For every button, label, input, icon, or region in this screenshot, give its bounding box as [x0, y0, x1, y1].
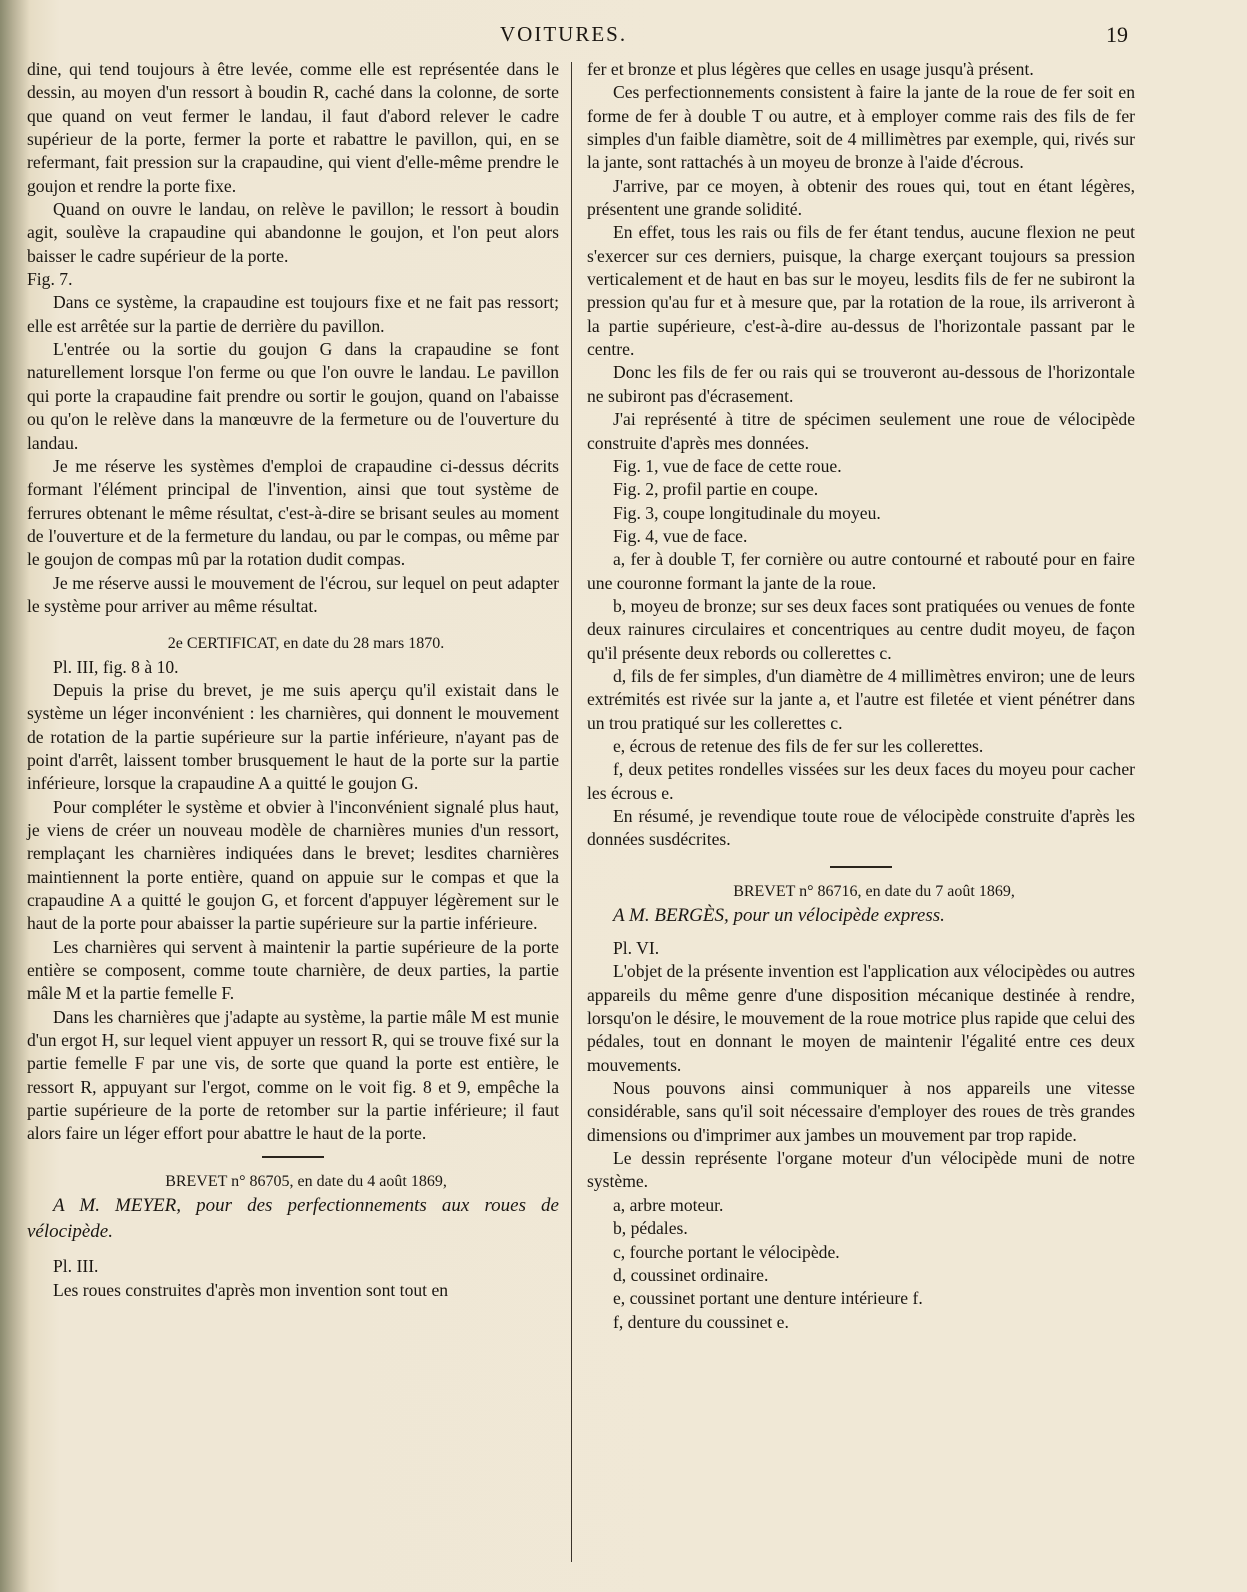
page-header [0, 20, 1247, 54]
figure-caption: Fig. 2, profil partie en coupe. [613, 479, 819, 500]
legend-item: c, fourche portant le vélocipède. [613, 1241, 840, 1262]
part-description: d, fils de fer simples, d'un diamètre de 4 millimètres environ; une de leurs extrémités est rivée sur la jante a, et l'autre est filetée et vient pénétrer dans un trou pratiqué sur les collerettes c. [587, 665, 1135, 733]
brevet-heading: BREVET n° 86705, en date du 4 août 1869, [165, 1172, 447, 1190]
brevet-heading: BREVET n° 86716, en date du 7 août 1869, [733, 882, 1015, 900]
figure-ref: Fig. 7. [27, 269, 73, 290]
paragraph: Nous pouvons ainsi communiquer à nos appareils une vitesse considérable, sans qu'il soit nécessaire d'employer des roues de très grandes dimensions ou d'imprimer aux jambes un mouvement par trop rapide. [587, 1078, 1135, 1145]
paragraph: Les roues construites d'après mon invention sont tout en [53, 1279, 449, 1300]
paragraph: Quand on ouvre le landau, on relève le pavillon; le ressort à boudin agit, soulève la crapaudine qui abandonne le goujon, et l'on peut alors baisser le cadre supérieur de la porte. [27, 199, 559, 266]
paragraph: En résumé, je revendique toute roue de vélocipède construite d'après les données susdécrites. [587, 806, 1135, 850]
column-divider [571, 62, 572, 1562]
plate-reference: Pl. III. [53, 1256, 99, 1277]
brevet-title: A M. BERGÈS, pour un vélocipède express. [613, 905, 945, 927]
paragraph: L'objet de la présente invention est l'application aux vélocipèdes ou autres appareils du même genre d'une disposition mécanique destinée à rendre, lorsqu'on le désire, le mouvement de la roue motrice plus rapide que celui des pédales, tout en donnant le moyen de maintenir l'égalité entre ces deux mouvements. [587, 961, 1135, 1075]
paragraph: Dans ce système, la crapaudine est toujours fixe et ne fait pas ressort; elle est arrêtée sur la partie de derrière du pavillon. [27, 292, 559, 336]
legend-item: b, pédales. [613, 1218, 688, 1239]
paragraph: Depuis la prise du brevet, je me suis aperçu qu'il existait dans le système un léger inconvénient : les charnières, qui donnent le mouvement de rotation de la partie supérieure sur la partie inférieure, n'ayant pas de point d'arrêt, laissent tomber brusquement le haut de la porte sur la partie inférieure, lorsque la crapaudine A a quitté le goujon G. [27, 679, 559, 794]
section-separator [262, 1156, 324, 1158]
paragraph: L'entrée ou la sortie du goujon G dans la crapaudine se font naturellement lorsque l'on ferme ou que l'on ouvre le landau. Le pavillon qui porte la crapaudine fait prendre ou sortir le goujon, quand on l'abaisse ou qu'on le relève dans la manœuvre de la fermeture ou de l'ouverture du landau. [27, 339, 559, 453]
legend-item: e, coussinet portant une denture intérieure f. [613, 1288, 923, 1309]
figure-caption: Fig. 1, vue de face de cette roue. [613, 455, 842, 476]
paragraph: Ces perfectionnements consistent à faire la jante de la roue de fer soit en forme de fer à double T ou autre, et à employer comme rais des fils de fer simples d'un faible diamètre, soit de 4 millimètres par exemple, qui, rivés sur la jante, sont rattachés à un moyeu de bronze à l'aide d'écrous. [587, 82, 1135, 173]
paragraph: J'ai représenté à titre de spécimen seulement une roue de vélocipède construite d'après mes données. [587, 409, 1135, 453]
figure-caption: Fig. 4, vue de face. [613, 525, 748, 546]
paragraph: Je me réserve aussi le mouvement de l'écrou, sur lequel on peut adapter le système pour arriver au même résultat. [27, 572, 559, 616]
paragraph: J'arrive, par ce moyen, à obtenir des roues qui, tout en étant légères, présentent une grande solidité. [587, 175, 1135, 220]
paragraph: dine, qui tend toujours à être levée, comme elle est représentée dans le dessin, au moyen d'un ressort à boudin R, caché dans la colonne, de sorte que quand on veut fermer le landau, il faut d'abord relever le cadre supérieur de la porte, fermer la porte et rabattre le pavillon, qui, en se refermant, fait pression sur la crapaudine, qui vient d'elle-même prendre le goujon et rendre la porte fixe. [27, 59, 559, 196]
plate-reference: Pl. III, fig. 8 à 10. [53, 656, 179, 677]
paragraph: Pour compléter le système et obvier à l'inconvénient signalé plus haut, je viens de créer un nouveau modèle de charnières munies d'un ressort, remplaçant les charnières indiquées dans le brevet; lesdites charnières maintiennent la porte entière, quand on appuie sur le compas et que la crapaudine A a quitté le goujon G, et forcent d'appuyer légèrement sur le haut de la porte pour abaisser la partie supérieure sur la partie inférieure. [27, 796, 559, 934]
plate-reference: Pl. VI. [613, 938, 660, 959]
part-description: b, moyeu de bronze; sur ses deux faces sont pratiquées ou venues de fonte deux rainures circulaires et concentriques au centre dudit moyeu, de façon qu'il présente deux rebords ou collerettes c. [587, 595, 1135, 663]
paragraph: Je me réserve les systèmes d'emploi de crapaudine ci-dessus décrits formant l'élément principal de l'invention, ainsi que tout système de ferrures obtenant le même résultat, c'est-à-dire se brisant seules au moment de l'ouverture et de la fermeture du landau, ou par le compas, ou même par le goujon de compas mû par la rotation dudit compas. [27, 455, 559, 570]
part-description: e, écrous de retenue des fils de fer sur les collerettes. [613, 735, 984, 756]
paragraph: En effet, tous les rais ou fils de fer étant tendus, aucune flexion ne peut s'exercer sur ces derniers, puisque, la charge exerçant toujours sa pression verticalement et de haut en bas sur le moyeu, lesdits fils de fer ne subiront la pression qu'au fur et à mesure que, par la rotation de la roue, ils arriveront à la partie supérieure, c'est-à-dire au-dessus de l'horizontale passant par le centre. [587, 222, 1135, 360]
legend-item: d, coussinet ordinaire. [613, 1264, 769, 1285]
brevet-title: A M. MEYER, pour des perfectionnements aux roues de vélocipède. [27, 1195, 559, 1243]
legend-item: a, arbre moteur. [613, 1194, 724, 1215]
right-column [587, 58, 1135, 1334]
part-description: f, deux petites rondelles vissées sur les deux faces du moyeu pour cacher les écrous e. [587, 759, 1135, 803]
paragraph: Donc les fils de fer ou rais qui se trouveront au-dessous de l'horizontale ne subiront pas d'écrasement. [587, 362, 1135, 406]
left-column [27, 58, 559, 1302]
paragraph: Les charnières qui servent à maintenir la partie supérieure de la porte entière se composent, comme toute charnière, de deux parties, la partie mâle M et la partie femelle F. [27, 936, 559, 1004]
part-description: a, fer à double T, fer cornière ou autre contourné et rabouté pour en faire une couronne formant la jante de la roue. [587, 549, 1135, 593]
legend-item: f, denture du coussinet e. [613, 1311, 789, 1332]
section-separator [830, 866, 892, 868]
page-number: 19 [1106, 22, 1128, 47]
paragraph: Le dessin représente l'organe moteur d'un vélocipède muni de notre système. [587, 1148, 1135, 1192]
figure-caption: Fig. 3, coupe longitudinale du moyeu. [613, 502, 881, 523]
paragraph: fer et bronze et plus légères que celles en usage jusqu'à présent. [587, 59, 1034, 79]
certificate-heading: 2e CERTIFICAT, en date du 28 mars 1870. [167, 635, 445, 653]
running-title: VOITURES. [500, 22, 628, 46]
paragraph: Dans les charnières que j'adapte au système, la partie mâle M est munie d'un ergot H, sur lequel vient appuyer un ressort R, qui se trouve fixé sur la partie femelle F par une vis, de sorte que quand la porte est entière, le ressort R, appuyant sur l'ergot, comme on le voit fig. 8 et 9, empêche la partie supérieure de la porte de retomber sur la partie inférieure; il faut alors faire un léger effort pour abattre le haut de la porte. [27, 1006, 559, 1144]
